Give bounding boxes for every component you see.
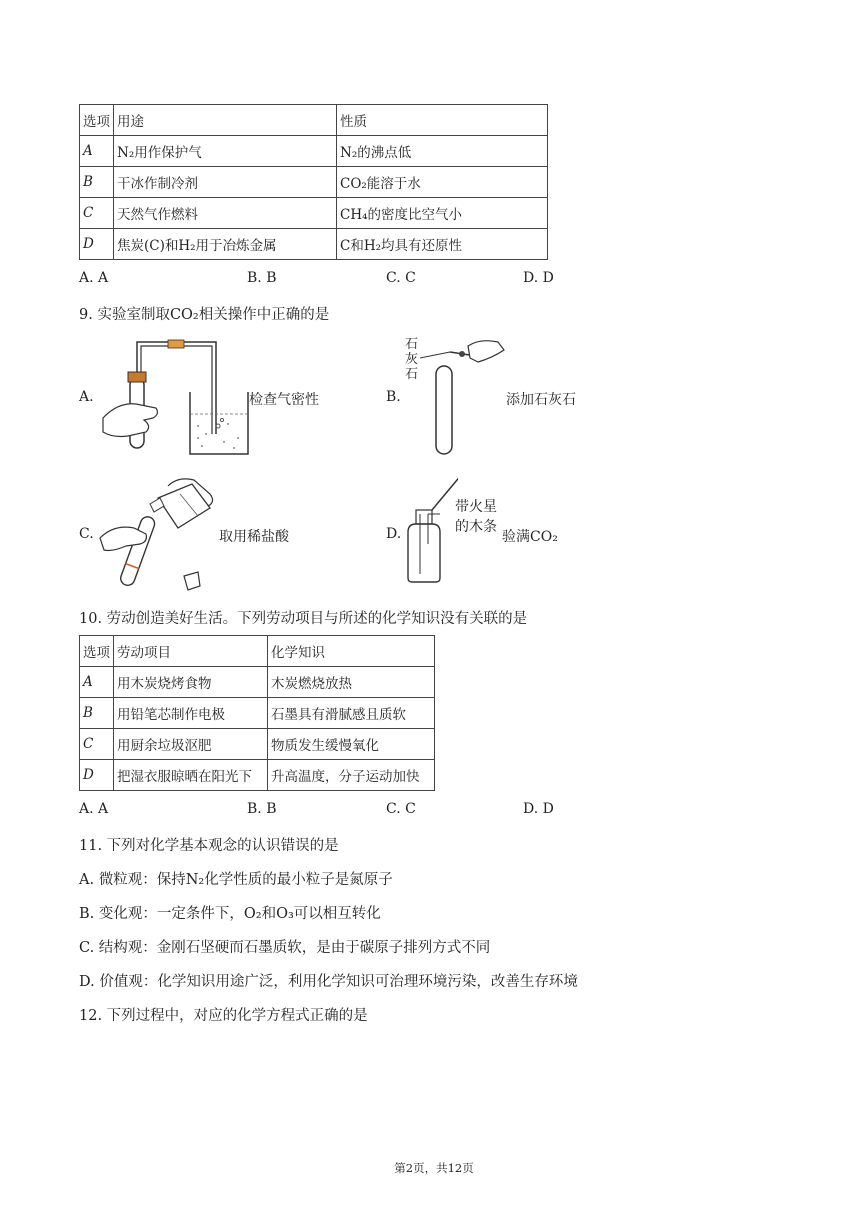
table-cell: C [80,198,114,229]
table-cell: 物质发生缓慢氧化 [268,729,435,760]
table-cell: A [80,667,114,698]
q10-table [79,635,435,791]
q9-option-d-text: 验满CO₂ [502,529,558,545]
gas-bottle-illustration [402,474,458,586]
q10-choice-b: B. B [247,801,277,817]
q11-option-b: B. 变化观：一定条件下，O₂和O₃可以相互转化 [79,906,381,922]
table-cell: A [80,136,114,167]
airtightness-check-illustration [98,334,258,460]
q9-option-d-label-1: 带火星 [455,499,497,515]
q10-choice-c: C. C [386,801,416,817]
q11-stem: 11. 下列对化学基本观念的认识错误的是 [79,838,339,854]
q8-table [79,104,548,260]
q9-option-c-text: 取用稀盐酸 [219,529,289,545]
q9-option-a-letter: A. [79,389,94,405]
table-cell: 用铅笔芯制作电极 [114,698,268,729]
q10-choice-d: D. D [523,801,554,817]
table-cell: CO₂能溶于水 [337,167,548,198]
table-header-cell: 用途 [114,105,337,136]
q12-stem: 12. 下列过程中，对应的化学方程式正确的是 [79,1008,368,1024]
q8-choice-c: C. C [386,270,416,286]
q11-option-a: A. 微粒观：保持N₂化学性质的最小粒子是氮原子 [79,872,393,888]
table-cell: 焦炭(C)和H₂用于冶炼金属 [114,229,337,260]
q9-option-c-letter: C. [79,526,94,542]
table-cell: B [80,698,114,729]
table-header-cell: 选项 [80,636,114,667]
table-header-cell: 选项 [80,105,114,136]
table-cell: B [80,167,114,198]
table-cell: N₂用作保护气 [114,136,337,167]
table-header-cell: 劳动项目 [114,636,268,667]
q8-choice-d: D. D [523,270,554,286]
table-cell: 用木炭烧烤食物 [114,667,268,698]
table-header-cell: 性质 [337,105,548,136]
q9-option-b-letter: B. [386,389,401,405]
q10-choice-a: A. A [79,801,109,817]
table-cell: D [80,760,114,791]
limestone-addition-illustration [420,336,510,460]
table-cell: N₂的沸点低 [337,136,548,167]
table-cell: 用厨余垃圾沤肥 [114,729,268,760]
q9-option-a-text: 检查气密性 [249,392,319,408]
page-footer: 第2页，共12页 [394,1161,474,1175]
acid-pouring-illustration [98,472,218,594]
q9-option-b-label: 石灰石 [405,337,419,382]
q8-choice-a: A. A [79,270,109,286]
q11-option-c: C. 结构观：金刚石坚硬而石墨质软，是由于碳原子排列方式不同 [79,940,491,956]
q9-option-b-text: 添加石灰石 [506,392,576,408]
table-row [80,729,435,760]
table-row [80,105,548,136]
table-cell: 把湿衣服晾晒在阳光下 [114,760,268,791]
q9-option-d-letter: D. [386,526,402,542]
table-cell: C和H₂均具有还原性 [337,229,548,260]
q11-option-d: D. 价值观：化学知识用途广泛，利用化学知识可治理环境污染，改善生存环境 [79,974,578,990]
table-cell: C [80,729,114,760]
table-cell: 木炭燃烧放热 [268,667,435,698]
table-row [80,198,548,229]
table-cell: CH₄的密度比空气小 [337,198,548,229]
q10-stem: 10. 劳动创造美好生活。下列劳动项目与所述的化学知识没有关联的是 [79,611,528,627]
table-cell: 天然气作燃料 [114,198,337,229]
table-row [80,760,435,791]
table-row [80,667,435,698]
table-cell: 干冰作制冷剂 [114,167,337,198]
table-row [80,136,548,167]
table-header-cell: 化学知识 [268,636,435,667]
table-row [80,698,435,729]
table-row [80,636,435,667]
table-cell: 石墨具有滑腻感且质软 [268,698,435,729]
table-row [80,167,548,198]
q9-stem: 9. 实验室制取CO₂相关操作中正确的是 [79,307,330,323]
table-cell: D [80,229,114,260]
table-cell: 升高温度，分子运动加快 [268,760,435,791]
q9-option-d-label-2: 的木条 [455,519,497,535]
table-row [80,229,548,260]
q8-choice-b: B. B [247,270,277,286]
